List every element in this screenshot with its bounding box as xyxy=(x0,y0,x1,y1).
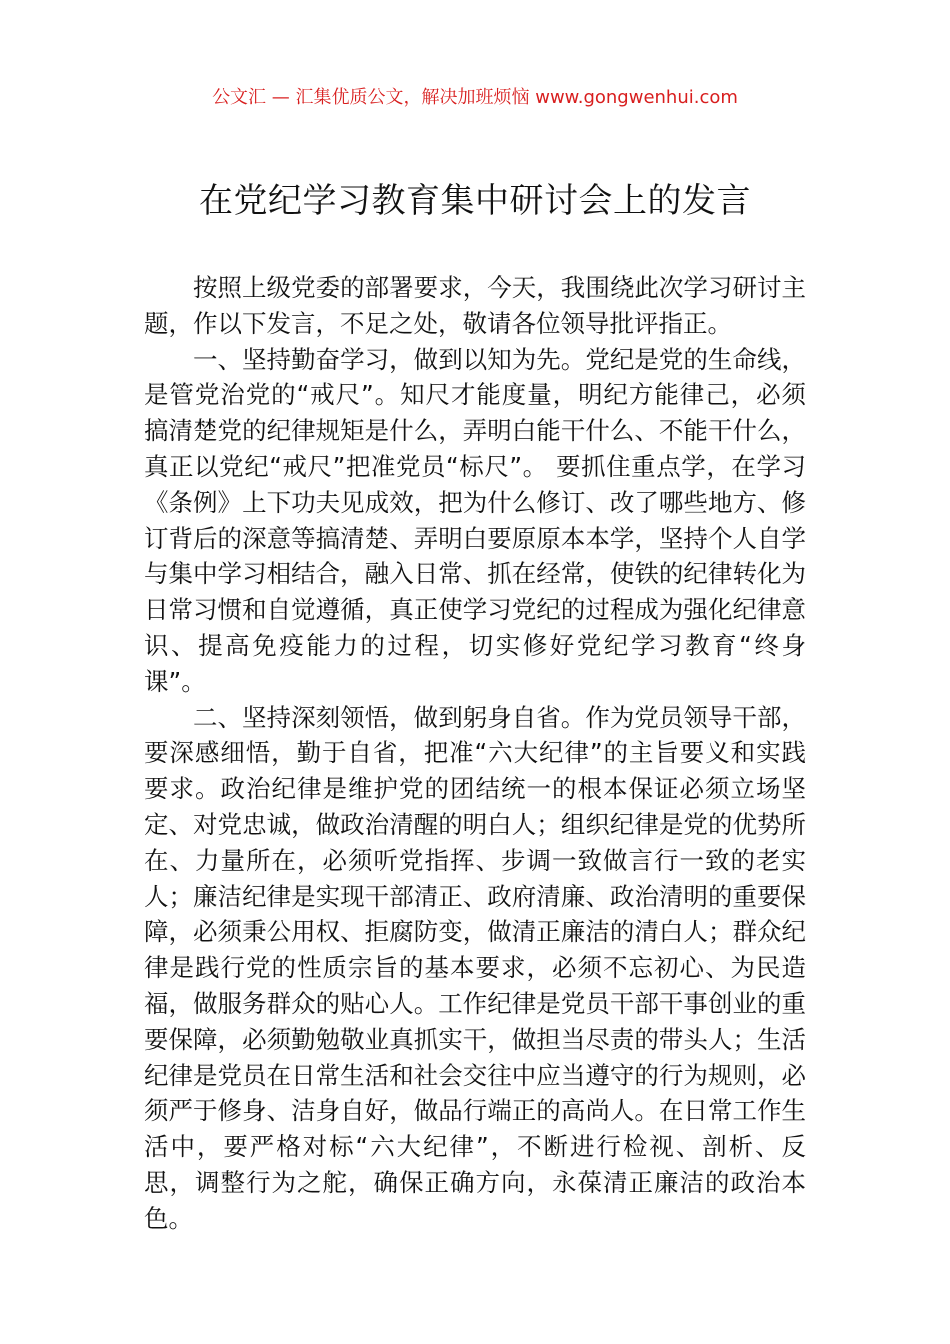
paragraph-intro: 按照上级党委的部署要求，今天，我围绕此次学习研讨主题，作以下发言，不足之处，敬请各位领导批评指正。 xyxy=(144,273,806,338)
header-banner: 公文汇 — 汇集优质公文，解决加班烦恼 www.gongwenhui.com xyxy=(212,87,738,108)
document-body xyxy=(144,270,806,1237)
document-title: 在党纪学习教育集中研讨会上的发言 xyxy=(199,181,751,221)
paragraph-section-1: 一、坚持勤奋学习，做到以知为先。党纪是党的生命线，是管党治党的“戒尺”。知尺才能度量，明纪方能律己，必须搞清楚党的纪律规矩是什么，弄明白能干什么、不能干什么，真正以党纪“戒尺”把准党员“标尺”。 要抓住重点学，在学习《条例》上下功夫见成效，把为什么修订、改了哪些地方、修订背后的深意等搞清楚、弄明白要原原本本学，坚持个人自学与集中学习相结合，融入日常、抓在经常，使铁的纪律转化为日常习惯和自觉遵循，真正使学习党纪的过程成为强化纪律意识、提高免疫能力的过程，切实修好党纪学习教育“终身课”。 xyxy=(144,344,806,696)
paragraph-section-2: 二、坚持深刻领悟，做到躬身自省。作为党员领导干部，要深感细悟，勤于自省，把准“六大纪律”的主旨要义和实践要求。政治纪律是维护党的团结统一的根本保证必须立场坚定、对党忠诚，做政治清醒的明白人；组织纪律是党的优势所在、力量所在，必须听党指挥、步调一致做言行一致的老实人；廉洁纪律是实现干部清正、政府清廉、政治清明的重要保障，必须秉公用权、拒腐防变，做清正廉洁的清白人；群众纪律是践行党的性质宗旨的基本要求，必须不忘初心、为民造福，做服务群众的贴心人。工作纪律是党员干部干事创业的重要保障，必须勤勉敬业真抓实干，做担当尽责的带头人；生活纪律是党员在日常生活和社会交往中应当遵守的行为规则，必须严于修身、洁身自好，做品行端正的高尚人。在日常工作生活中，要严格对标“六大纪律”，不断进行检视、剖析、反思，调整行为之舵，确保正确方向，永葆清正廉洁的政治本色。 xyxy=(144,702,806,1233)
